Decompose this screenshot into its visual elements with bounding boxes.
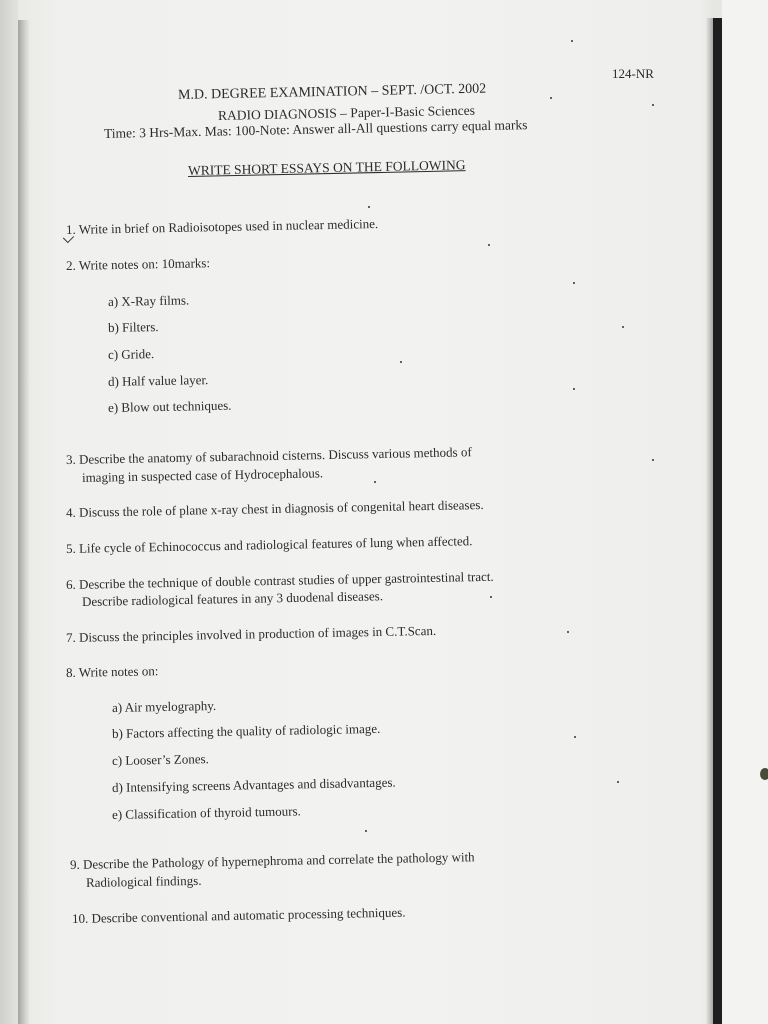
question-10: 10. Describe conventional and automatic processing techniques. [71,904,406,926]
scan-speck [368,206,370,208]
scan-speck [652,104,654,106]
question-8-item: a) Air myelography. [111,698,217,715]
question-3-continued: imaging in suspected case of Hydrocephalous. [81,465,324,485]
scan-speck [488,244,490,246]
question-2-item: c) Gride. [107,346,155,362]
question-6-continued: Describe radiological features in any 3 duodenal diseases. [81,588,384,609]
question-8-item: d) Intensifying screens Advantages and disadvantages. [111,774,396,795]
scan-speck [652,459,654,461]
scan-speck [365,830,367,832]
question-3: 3. Describe the anatomy of subarachnoid cisterns. Discuss various methods of [65,444,472,467]
section-instruction: WRITE SHORT ESSAYS ON THE FOLLOWING [187,157,466,178]
exam-time-note: Time: 3 Hrs-Max. Mas: 100-Note: Answer all-All questions carry equal marks [103,117,528,141]
question-2-item: b) Filters. [107,319,159,335]
scan-speck [400,361,402,363]
scan-speck [490,596,492,598]
question-5: 5. Life cycle of Echinococcus and radiological features of lung when affected. [65,533,473,556]
exam-title: M.D. DEGREE EXAMINATION – SEPT. /OCT. 2002 [177,81,487,103]
question-7: 7. Discuss the principles involved in production of images in C.T.Scan. [65,622,437,645]
question-8-item: e) Classification of thyroid tumours. [111,803,301,822]
scan-speck [622,326,624,328]
question-9: 9. Describe the Pathology of hypernephroma and correlate the pathology with [69,849,475,872]
scan-speck [573,388,575,390]
question-1: 1. Write in brief on Radioisotopes used in nuclear medicine. [65,216,379,237]
scan-speck [574,736,576,738]
scan-speck [617,781,619,783]
question-2-item: e) Blow out techniques. [107,397,232,415]
question-8: 8. Write notes on: [65,663,159,680]
scan-speck [571,40,573,42]
question-2-item: a) X-Ray films. [107,292,190,309]
question-6: 6. Describe the technique of double contrast studies of upper gastrointestinal tract. [65,568,494,592]
paper-code: 124-NR [612,66,654,81]
scan-speck [374,481,376,483]
question-9-continued: Radiological findings. [85,872,202,890]
question-4: 4. Discuss the role of plane x-ray chest in diagnosis of congenital heart diseases. [65,496,484,520]
exam-subject: RADIO DIAGNOSIS – Paper-I-Basic Sciences [217,102,476,123]
scan-speck [550,97,552,99]
question-8-item: c) Looser’s Zones. [111,751,209,768]
question-8-item: b) Factors affecting the quality of radiologic image. [111,720,381,741]
question-2: 2. Write notes on: 10marks: [65,255,211,273]
scan-speck [573,282,575,284]
question-2-item: d) Half value layer. [107,372,209,389]
scan-speck [567,631,569,633]
